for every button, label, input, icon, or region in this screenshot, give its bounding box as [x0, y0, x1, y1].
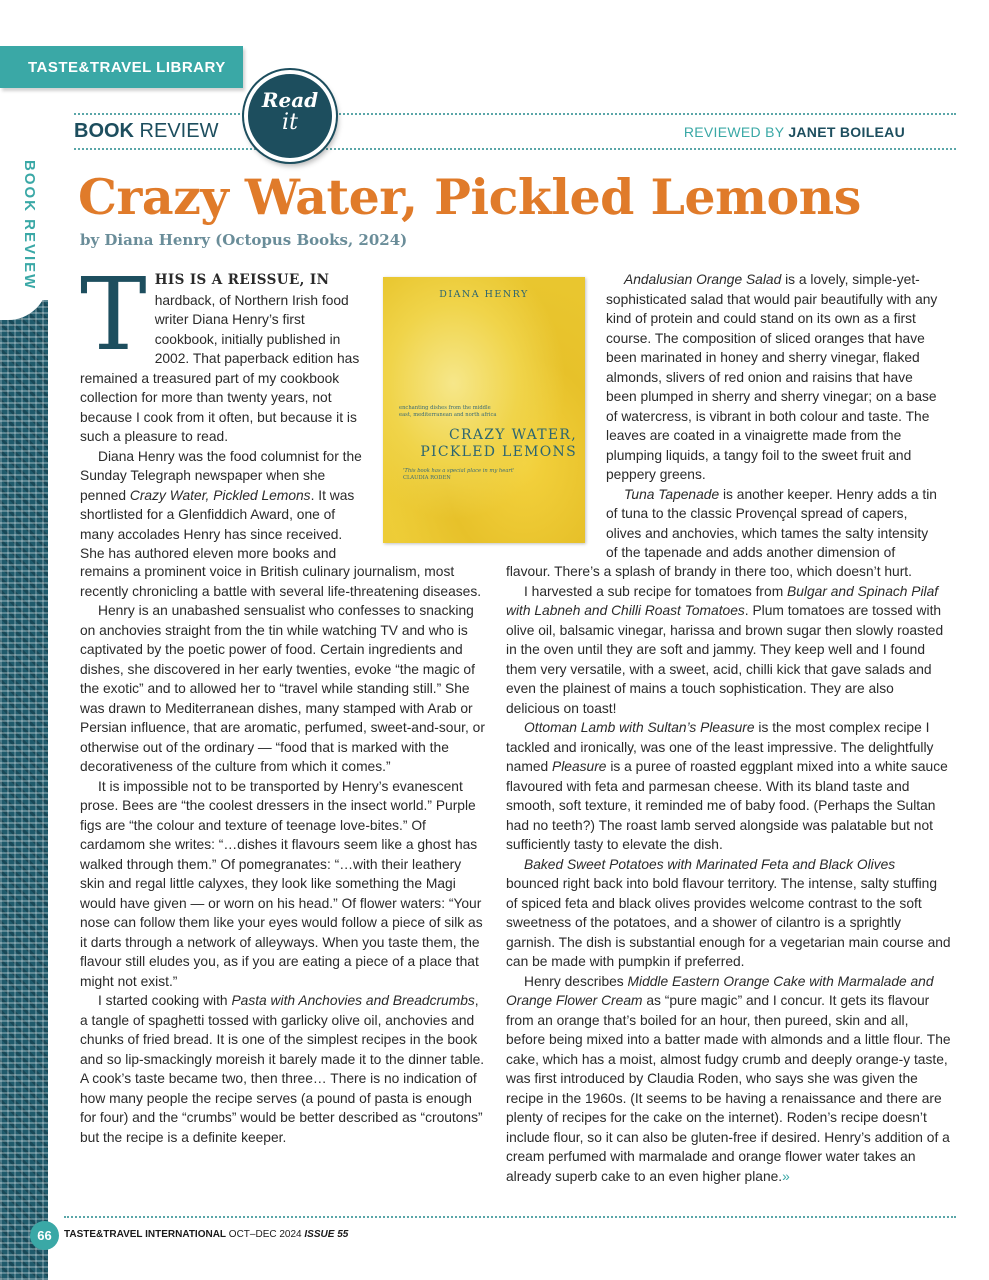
reviewer-credit	[684, 124, 905, 140]
header-rule-left	[74, 113, 244, 115]
cover-quote-by: CLAUDIA RODEN	[403, 475, 451, 481]
section-label-rest: REVIEW	[134, 120, 219, 142]
paragraph: Diana Henry was the food columnist for the Sunday Telegraph newspaper when she penned Crazy Water, Pickled Lemons. It was shortlisted for a Glenfiddich Award, one of many accolades Henry has since received. She has authored eleven more books and	[80, 448, 362, 561]
end-mark-icon: »	[782, 1168, 790, 1184]
footer-credit	[64, 1229, 348, 1240]
paragraph: remains a prominent voice in British culinary journalism, most recently chronicling a battle with several life-threatening diseases.	[80, 564, 482, 599]
header-rule-bottom	[74, 148, 956, 150]
paragraph: It is impossible not to be transported by Henry’s evanescent prose. Bees are “the coolest dressers in the insect world.” Purple figs are “the colour and texture of teenage love-bites.” Of cardamom she writes: “…dishes it flavours seem like a ghost has walked through them.” Of pomegranates: “…with their leathery skin and regal little calyxes, they look like something the Magi would have given — or worn on his head.” Of flower waters: “Your nose can follow them like your eyes would follow a piece of silk as it darts through a network of alleyways. When you taste them, the flavour still eludes you, as if you are eating a piece of a place that might not exist.”	[80, 778, 483, 989]
drop-cap: T	[80, 256, 147, 373]
badge-script: it	[282, 110, 298, 135]
article-title: Crazy Water, Pickled Lemons	[78, 168, 861, 226]
lead-in: HIS IS A REISSUE, IN	[154, 272, 330, 288]
paragraph-intro: THIS IS A REISSUE, IN hardback, of Northern Irish food writer Diana Henry’s first cookbook, initially published in 2002. That paperback edition has remained a treasured part of my cookbook collection for more than twenty years, not because I cook from it often, but because it is such a pleasure to read.	[80, 256, 360, 444]
paragraph: Baked Sweet Potatoes with Marinated Feta and Black Olives bounced right back into bold flavour territory. The intense, salty stuffing of spiced feta and black olives provides welcome contrast to the soft sweetness of the potatoes, and a shower of cilantro is a sprightly garnish. The dish is substantial enough for a vegetarian main course and can be made with pumpkin if preferred.	[506, 856, 951, 969]
column-2-bottom	[506, 562, 951, 1186]
read-it-badge	[244, 70, 336, 162]
reviewer-prefix: REVIEWED BY	[683, 124, 789, 140]
cover-title-line1: CRAZY WATER,	[449, 427, 577, 443]
article-byline: by Diana Henry (Octopus Books, 2024)	[80, 231, 408, 249]
page-number: 66	[30, 1221, 59, 1250]
cover-quote	[403, 468, 553, 482]
paragraph: flavour. There’s a splash of brandy in there too, which doesn’t hurt.	[506, 564, 912, 579]
cover-tagline: enchanting dishes from the middle east, mediterranean and north africa	[399, 405, 497, 418]
paragraph: Tuna Tapenade is another keeper. Henry adds a tin of tuna to the classic Provençal spread of capers, olives and anchovies, which tames the salty intensity of the tapenade and adds another dimension of	[606, 486, 937, 560]
section-label	[74, 120, 218, 143]
footer-rule	[64, 1216, 956, 1218]
paragraph: I started cooking with Pasta with Anchovies and Breadcrumbs, a tangle of spaghetti tossed with garlicky olive oil, anchovies and chunks of fried bread. It is one of the simplest recipes in the book and so lip-smackingly moreish it barely made it to the dinner table. A cook’s taste became two, then three… There is no indication of how many people the recipe serves (a pound of pasta is enough for four) and the “crumbs” would be better described as “croutons” but the recipe is a definite keeper.	[80, 993, 485, 1145]
cover-title	[387, 427, 577, 461]
cover-quote-text: 'This book has a special place in my heart'	[403, 468, 515, 474]
book-cover	[383, 277, 585, 543]
cover-author: DIANA HENRY	[439, 289, 529, 300]
footer-issue: ISSUE 55	[304, 1229, 349, 1240]
paragraph: Ottoman Lamb with Sultan’s Pleasure is the most complex recipe I tackled and ironically, was one of the least impressive. The delightfully named Pleasure is a puree of roasted eggplant mixed into a white sauce flavoured with feta and parmesan cheese. With its bland taste and smooth, soft texture, it reminded me of baby food. (Perhaps the Sultan had no teeth?) The roast lamb served alongside was palatable but not sufficiently tasty to elevate the dish.	[506, 720, 948, 852]
library-tab: TASTE&TRAVEL LIBRARY	[0, 46, 243, 88]
paragraph: Henry describes Middle Eastern Orange Cake with Marmalade and Orange Flower Cream as “pure magic” and I concur. It gets its flavour from an orange that’s boiled for an hour, then pureed, skin and all, before being mixed into a batter made with almonds and a little flour. The cake, which has a moist, almost fudgy crumb and deeply orange-y taste, was first introduced by Claudia Roden, who says she was given the recipe in the 1960s. (It seems to be having a renaissance and there are plenty of recipes for the cake on the internet). Roden’s recipe doesn’t include flour, so it can also be gluten-free if desired. Henry’s addition of a cream perfumed with marmalade and orange flower water takes an already superb cake to an even higher plane.»	[506, 973, 951, 1184]
side-section-label: BOOK REVIEW	[21, 160, 38, 291]
badge-word: Read	[261, 88, 319, 112]
cover-title-line2: PICKLED LEMONS	[420, 444, 577, 460]
side-texture-strip	[0, 300, 48, 1280]
column-1-bottom	[80, 562, 486, 1147]
reviewer-name: JANET BOILEAU	[788, 124, 905, 140]
column-2-top	[606, 270, 938, 563]
footer-brand: TASTE&TRAVEL INTERNATIONAL	[64, 1229, 227, 1240]
column-1-top	[80, 256, 365, 564]
paragraph: Andalusian Orange Salad is a lovely, simple-yet-sophisticated salad that would pair beautifully with any kind of protein and could stand on its own as a first course. The composition of sliced oranges that have been marinated in honey and sherry vinegar, flaked almonds, slivers of red onion and raisins that have been plumped in sherry and sherry vinegar; on a base of watercress, is vibrant in both colour and taste. The leaves are coated in a vinaigrette made from the plumping liquids, a tangy foil to the sweet fruit and peppery greens.	[606, 272, 938, 482]
section-label-bold: BOOK	[74, 120, 134, 142]
header-rule-right	[336, 113, 956, 115]
paragraph: Henry is an unabashed sensualist who confesses to snacking on anchovies straight from the tin while watching TV and who is captivated by the poetic power of food. Certain ingredients and dishes, she discovered in her early twenties, evoke “the magic of the exotic” and to allowed her to “travel while standing still.” She was drawn to Mediterranean dishes, many stamped with Arab or Persian influence, that are aromatic, perfumed, sweet-and-sour, or otherwise out of the ordinary — “food that is marked with the decorativeness of the culture from which it comes.”	[80, 603, 485, 774]
footer-date: OCT–DEC 2024	[226, 1229, 305, 1240]
paragraph: I harvested a sub recipe for tomatoes from Bulgar and Spinach Pilaf with Labneh and Chilli Roast Tomatoes. Plum tomatoes are tossed with olive oil, balsamic vinegar, harissa and brown sugar then slowly roasted in the oven until they are soft and jammy. They keep well and I found them very versatile, with a sweet, acid, chilli kick that gave salads and even the plainest of mains a touch sophistication. They are also delicious on toast!	[506, 583, 944, 716]
